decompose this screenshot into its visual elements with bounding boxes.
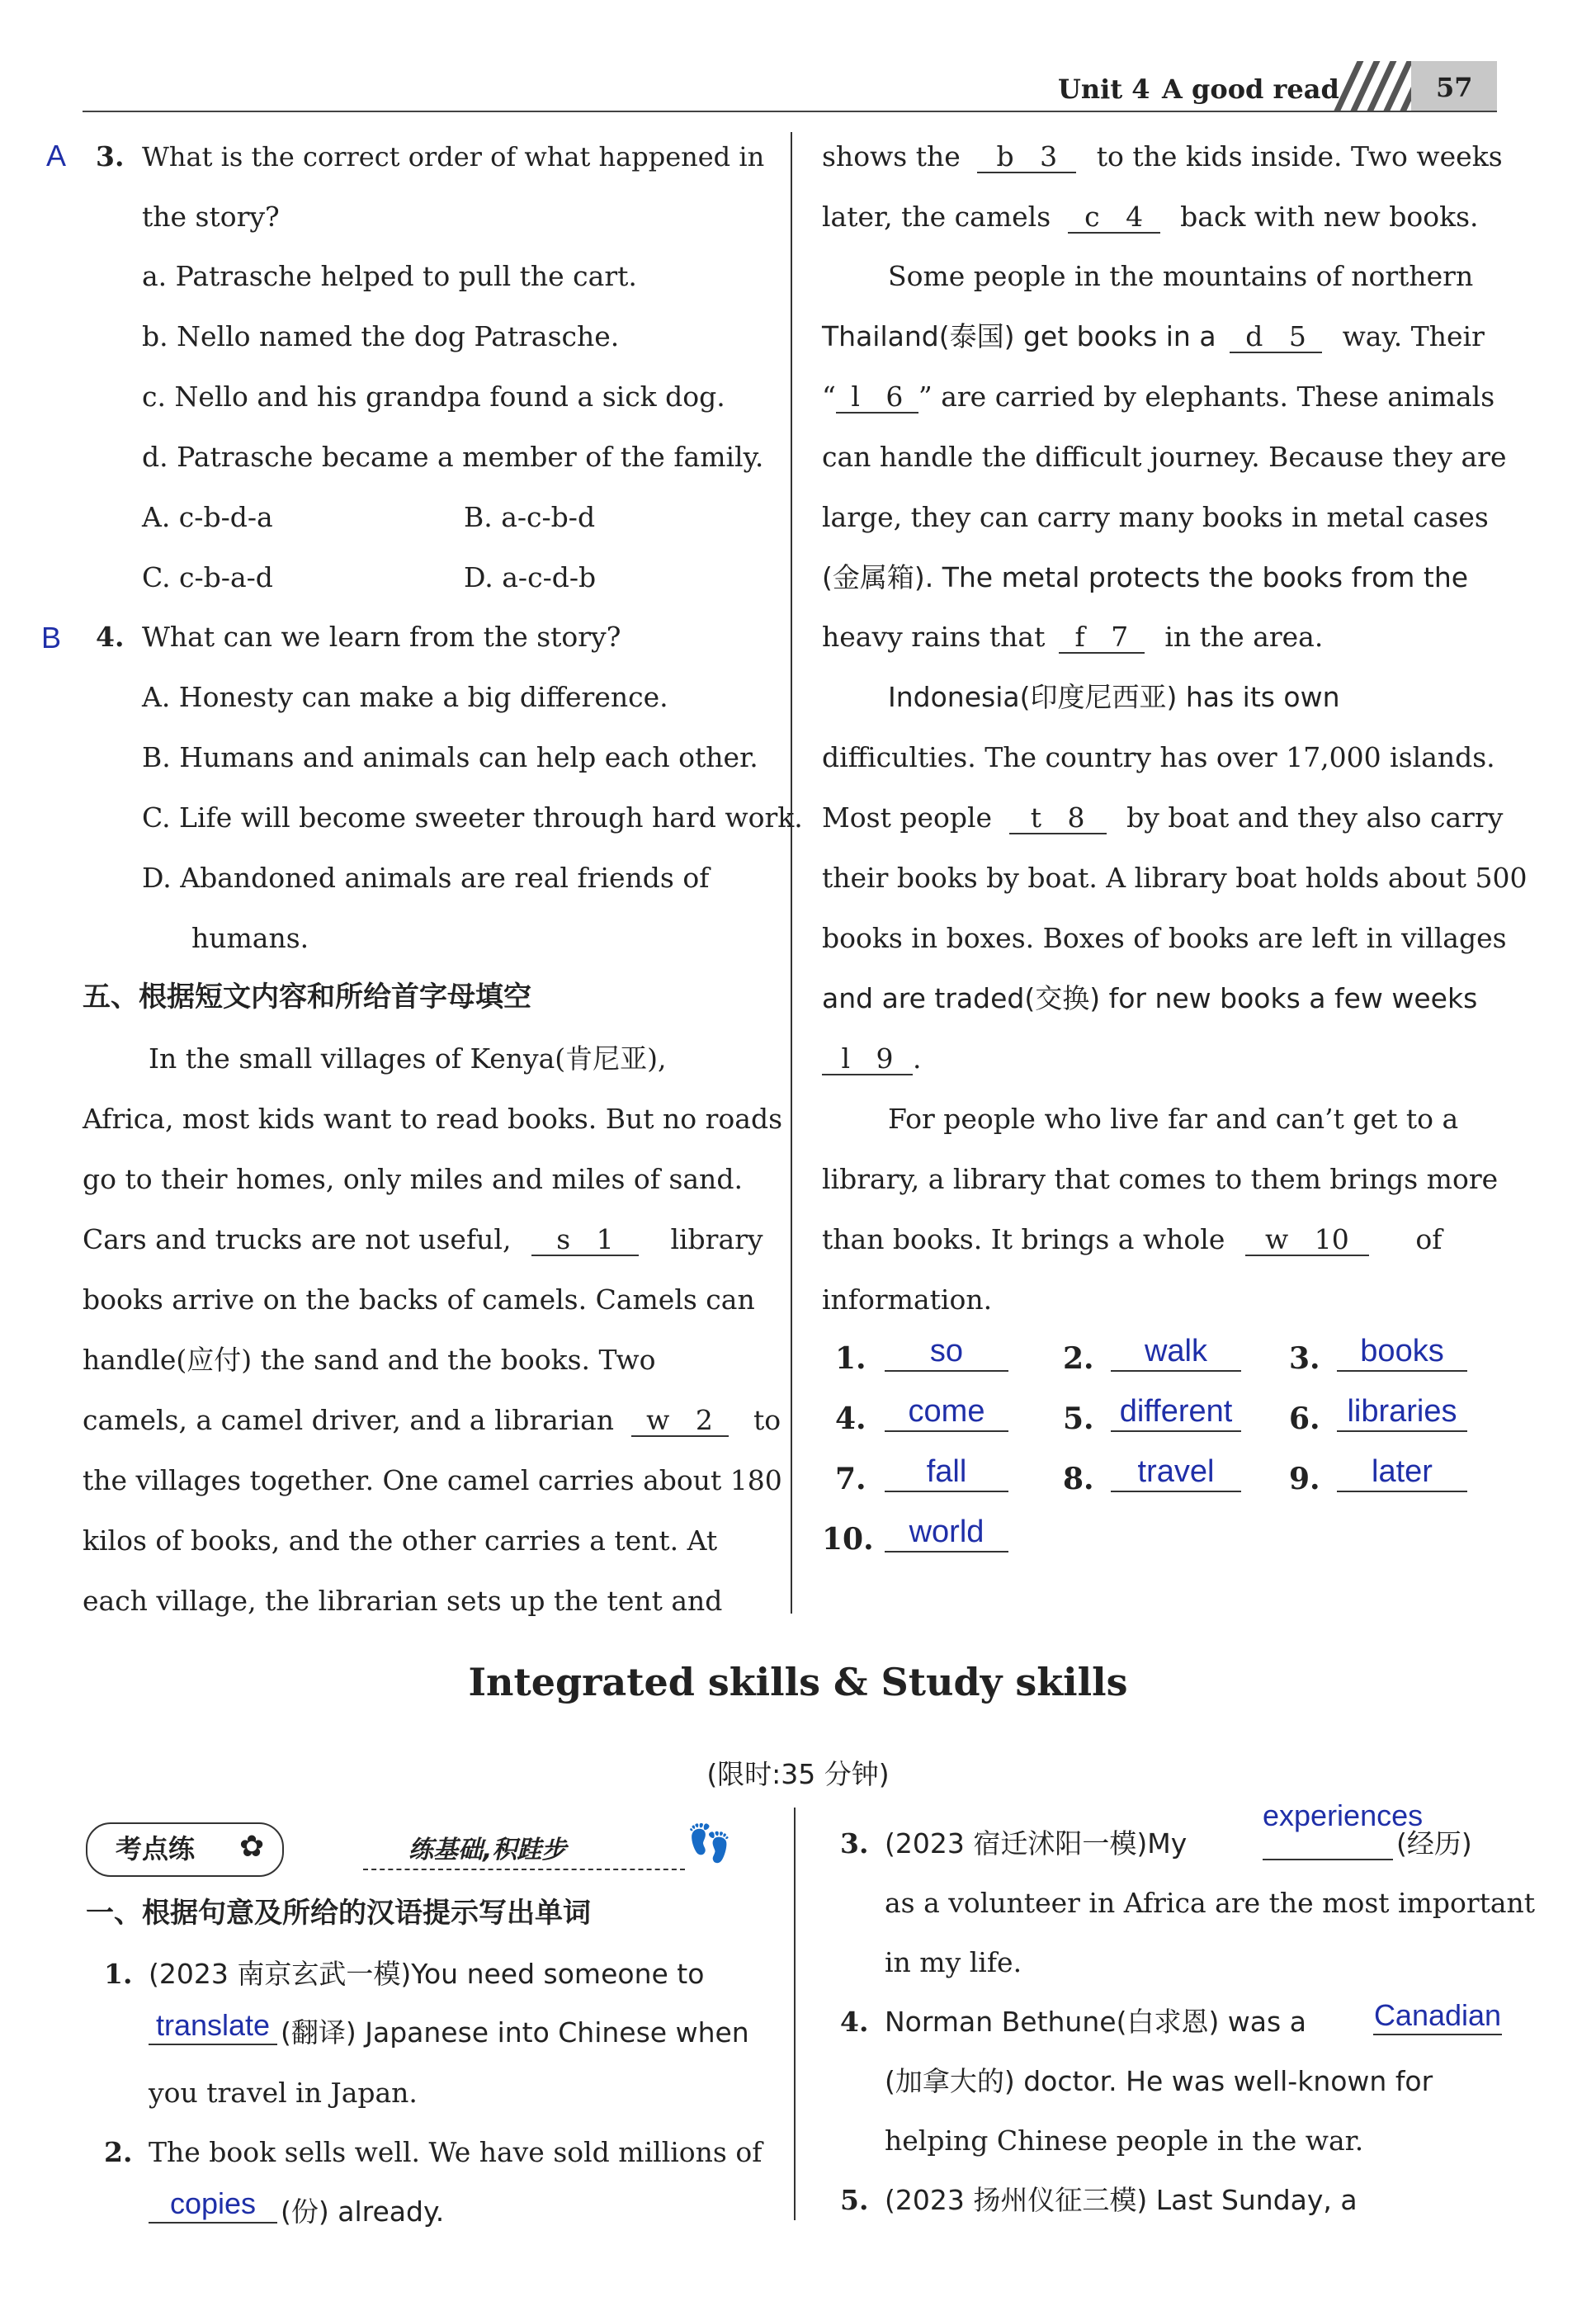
item-text: The book sells well. We have sold millions of bbox=[149, 2136, 763, 2168]
q3-event: a. Patrasche helped to pull the cart. bbox=[142, 260, 637, 292]
blank-letter: w bbox=[1265, 1223, 1289, 1255]
q3-option: B. a-c-b-d bbox=[464, 501, 596, 533]
answer-blank[interactable]: so bbox=[885, 1332, 1008, 1372]
blank-number: 6 bbox=[885, 380, 904, 413]
passage-text: heavy rains that bbox=[822, 621, 1046, 653]
answer-number: 3. bbox=[1289, 1341, 1320, 1376]
passage-text: Most people bbox=[822, 801, 993, 834]
column-divider bbox=[791, 132, 792, 1614]
passage-line bbox=[822, 621, 1323, 654]
blank-letter: s bbox=[556, 1223, 571, 1255]
passage-line bbox=[822, 380, 1494, 414]
q4-option-cont: humans. bbox=[191, 922, 309, 954]
passage-line: can handle the difficult journey. Because they are bbox=[822, 441, 1507, 473]
passage-line bbox=[83, 1404, 781, 1437]
header-unit: Unit 4 bbox=[1058, 73, 1150, 105]
item-number: 5. bbox=[840, 2184, 869, 2216]
item-text: (加拿大的) doctor. He was well-known for bbox=[885, 2065, 1433, 2097]
passage-text: back with new books. bbox=[1180, 201, 1479, 233]
passage-line: their books by boat. A library boat holds about 500 bbox=[822, 862, 1528, 894]
passage-line: go to their homes, only miles and miles of sand. bbox=[83, 1163, 743, 1195]
q4-option: C. Life will become sweeter through hard work. bbox=[142, 801, 803, 834]
blank-number: 4 bbox=[1126, 201, 1144, 233]
item-text: Norman Bethune(白求恩) was a bbox=[885, 2006, 1306, 2038]
answer-blank[interactable]: later bbox=[1337, 1453, 1467, 1492]
passage-text: “ bbox=[822, 380, 836, 413]
blank-letter: d bbox=[1245, 320, 1263, 352]
passage-line: books arrive on the backs of camels. Camels can bbox=[83, 1283, 755, 1316]
blank-number: 5 bbox=[1288, 320, 1306, 352]
passage-text: later, the camels bbox=[822, 201, 1051, 233]
blank-number: 9 bbox=[876, 1042, 894, 1075]
blank-letter: b bbox=[996, 140, 1014, 172]
item-number: 3. bbox=[840, 1827, 869, 1860]
section5-title: 五、根据短文内容和所给首字母填空 bbox=[83, 981, 531, 1014]
answer-blank[interactable]: come bbox=[885, 1392, 1008, 1432]
item-text: (翻译) Japanese into Chinese when bbox=[281, 2016, 749, 2049]
passage-text: Cars and trucks are not useful, bbox=[83, 1223, 512, 1255]
item-answer[interactable]: copies bbox=[149, 2186, 277, 2224]
answer-number: 4. bbox=[835, 1401, 866, 1436]
passage-line bbox=[822, 1223, 1442, 1256]
blank-letter: l bbox=[851, 380, 860, 413]
blank-1[interactable] bbox=[531, 1225, 639, 1256]
answer-blank[interactable]: fall bbox=[885, 1453, 1008, 1492]
passage-line: For people who live far and can’t get to a bbox=[888, 1103, 1459, 1135]
q3-event: b. Nello named the dog Patrasche. bbox=[142, 320, 620, 352]
q4-stem: What can we learn from the story? bbox=[142, 621, 621, 653]
passage-line: information. bbox=[822, 1283, 993, 1316]
passage-line: large, they can carry many books in metal cases bbox=[822, 501, 1489, 533]
item-text: in my life. bbox=[885, 1946, 1022, 1978]
passage-text: library bbox=[670, 1223, 763, 1255]
header-title: A good read bbox=[1162, 73, 1339, 105]
passage-text: shows the bbox=[822, 140, 961, 172]
passage-line: In the small villages of Kenya(肯尼亚), bbox=[149, 1042, 667, 1075]
q3-stem: What is the correct order of what happened in bbox=[142, 141, 765, 172]
blank-4[interactable] bbox=[1068, 202, 1160, 234]
slogan-underline bbox=[363, 1869, 685, 1870]
header-rule bbox=[83, 111, 1497, 112]
passage-line: the villages together. One camel carries about 180 bbox=[83, 1464, 782, 1496]
passage-line bbox=[822, 201, 1479, 234]
q3-stem-cont: the story? bbox=[142, 201, 280, 233]
blank-number: 7 bbox=[1111, 621, 1129, 653]
q3-option: C. c-b-a-d bbox=[142, 561, 273, 593]
blank-letter: f bbox=[1074, 621, 1085, 653]
item-text: you travel in Japan. bbox=[149, 2077, 418, 2109]
blank-2[interactable] bbox=[631, 1406, 729, 1437]
blank-number: 8 bbox=[1067, 801, 1085, 834]
answer-number: 1. bbox=[835, 1341, 866, 1376]
blank-letter: w bbox=[646, 1404, 670, 1436]
item-number: 4. bbox=[840, 2006, 869, 2038]
answer-number: 10. bbox=[822, 1522, 874, 1557]
passage-line: Africa, most kids want to read books. But no roads bbox=[83, 1103, 783, 1135]
answer-blank[interactable]: travel bbox=[1111, 1453, 1241, 1492]
passage-line: Indonesia(印度尼西亚) has its own bbox=[888, 681, 1340, 713]
item-text: (2023 宿迁沭阳一模)My bbox=[885, 1827, 1188, 1860]
item-answer[interactable]: Canadian bbox=[1373, 1997, 1502, 2035]
item-text: (2023 南京玄武一模)You need someone to bbox=[149, 1958, 705, 1990]
passage-line: Some people in the mountains of northern bbox=[888, 260, 1474, 292]
answer-number: 6. bbox=[1289, 1401, 1320, 1436]
item-answer[interactable]: experiences bbox=[1263, 1799, 1393, 1860]
section-title: Integrated skills & Study skills bbox=[468, 1660, 1128, 1704]
answer-number: 9. bbox=[1289, 1462, 1320, 1496]
passage-line bbox=[822, 801, 1503, 834]
item-number: 2. bbox=[104, 2136, 133, 2168]
answer-blank[interactable]: different bbox=[1111, 1392, 1241, 1432]
passage-line: (金属箱). The metal protects the books from the bbox=[822, 561, 1469, 593]
blank-number: 2 bbox=[695, 1404, 713, 1436]
blank-7[interactable] bbox=[1059, 622, 1145, 654]
answer-blank[interactable]: books bbox=[1337, 1332, 1467, 1372]
passage-line: difficulties. The country has over 17,000 islands. bbox=[822, 741, 1495, 773]
passage-text: to bbox=[753, 1404, 781, 1436]
badge-slogan: 练基础,积跬步 bbox=[408, 1836, 567, 1864]
blank-6[interactable] bbox=[836, 382, 918, 414]
item-answer[interactable]: translate bbox=[149, 2007, 277, 2045]
q3-option: A. c-b-d-a bbox=[142, 501, 273, 533]
time-limit: (限时:35 分钟) bbox=[706, 1758, 890, 1790]
answer-blank[interactable]: libraries bbox=[1337, 1392, 1467, 1432]
blank-number: 10 bbox=[1314, 1223, 1349, 1255]
q4-option: D. Abandoned animals are real friends of bbox=[142, 862, 710, 894]
q4-option: B. Humans and animals can help each other. bbox=[142, 741, 758, 773]
blank-letter: l bbox=[841, 1042, 851, 1075]
blank-8[interactable] bbox=[1009, 803, 1107, 834]
answer-number: 8. bbox=[1063, 1462, 1094, 1496]
passage-text: Thailand(泰国) get books in a bbox=[822, 320, 1216, 352]
passage-line bbox=[822, 140, 1503, 173]
badge-label: 考点练 bbox=[116, 1833, 196, 1864]
passage-line bbox=[822, 1042, 922, 1075]
item-text: (经历) bbox=[1396, 1827, 1472, 1860]
answer-number: 5. bbox=[1063, 1401, 1094, 1436]
blank-3[interactable] bbox=[977, 142, 1076, 173]
q3-margin-answer: A bbox=[46, 139, 67, 172]
blank-letter: t bbox=[1030, 801, 1041, 834]
q3-number: 3. bbox=[96, 140, 125, 172]
passage-text: ” are carried by elephants. These animals bbox=[918, 380, 1495, 413]
answer-blank[interactable]: world bbox=[885, 1513, 1008, 1552]
item-text: (份) already. bbox=[281, 2195, 445, 2228]
passage-line: kilos of books, and the other carries a tent. At bbox=[83, 1524, 718, 1557]
blank-5[interactable] bbox=[1230, 322, 1322, 353]
item-text: (2023 扬州仪征三模) Last Sunday, a bbox=[885, 2184, 1358, 2216]
footprints-icon: 👣 bbox=[687, 1822, 732, 1864]
passage-text: . bbox=[913, 1042, 922, 1075]
passage-line: and are traded(交换) for new books a few weeks bbox=[822, 982, 1478, 1014]
blank-9[interactable] bbox=[822, 1044, 913, 1075]
passage-text: by boat and they also carry bbox=[1126, 801, 1504, 834]
page-number: 57 bbox=[1436, 72, 1473, 103]
passage-line: handle(应付) the sand and the books. Two bbox=[83, 1344, 656, 1376]
passage-text: to the kids inside. Two weeks bbox=[1096, 140, 1503, 172]
blank-10[interactable] bbox=[1245, 1225, 1369, 1256]
blank-number: 3 bbox=[1040, 140, 1058, 172]
item-text: as a volunteer in Africa are the most important bbox=[885, 1887, 1536, 1919]
blank-number: 1 bbox=[596, 1223, 614, 1255]
item-text: helping Chinese people in the war. bbox=[885, 2124, 1364, 2157]
item-number: 1. bbox=[104, 1958, 133, 1990]
q4-option: A. Honesty can make a big difference. bbox=[142, 681, 668, 713]
passage-line: library, a library that comes to them brings more bbox=[822, 1163, 1499, 1195]
q4-margin-answer: B bbox=[41, 621, 62, 655]
q3-event: c. Nello and his grandpa found a sick dog. bbox=[142, 380, 725, 413]
passage-line bbox=[822, 320, 1485, 353]
passage-text: way. Their bbox=[1342, 320, 1485, 352]
passage-text: of bbox=[1415, 1223, 1443, 1255]
column-divider bbox=[794, 1808, 796, 2220]
answer-blank[interactable]: walk bbox=[1111, 1332, 1241, 1372]
passage-text: than books. It brings a whole bbox=[822, 1223, 1225, 1255]
flower-icon: ✿ bbox=[239, 1830, 265, 1864]
part1-title: 一、根据句意及所给的汉语提示写出单词 bbox=[86, 1897, 591, 1930]
passage-text: camels, a camel driver, and a librarian bbox=[83, 1404, 615, 1436]
answer-number: 2. bbox=[1063, 1341, 1094, 1376]
q3-event: d. Patrasche became a member of the family. bbox=[142, 441, 764, 473]
q4-number: 4. bbox=[96, 621, 125, 653]
blank-letter: c bbox=[1084, 201, 1100, 233]
passage-line bbox=[83, 1223, 763, 1256]
q3-option: D. a-c-d-b bbox=[464, 561, 597, 593]
passage-line: each village, the librarian sets up the tent and bbox=[83, 1585, 723, 1617]
answer-number: 7. bbox=[835, 1462, 866, 1496]
passage-text: in the area. bbox=[1164, 621, 1324, 653]
passage-line: books in boxes. Boxes of books are left in villages bbox=[822, 922, 1507, 954]
